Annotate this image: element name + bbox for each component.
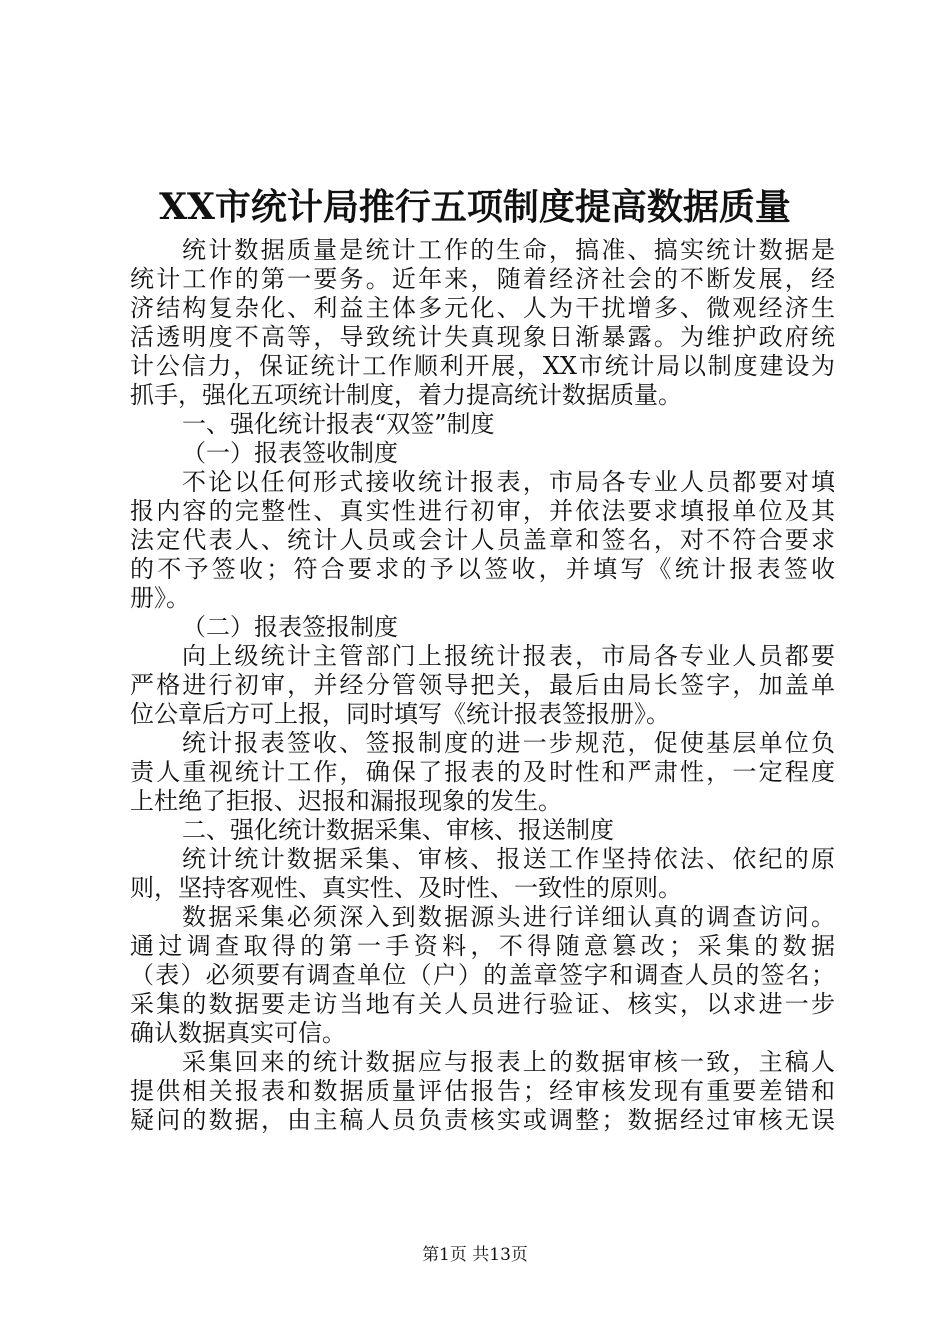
text-line: 一、强化统计报表“双签”制度 xyxy=(182,410,495,438)
text-line: 二、强化统计数据采集、审核、报送制度 xyxy=(182,816,614,844)
text-line: 活透明度不高等，导致统计失真现象日渐暴露。为维护政府统 xyxy=(130,323,835,351)
text-line: 确认数据真实可信。 xyxy=(130,1019,346,1047)
text-line: 统计报表签收、签报制度的进一步规范，促使基层单位负 xyxy=(182,729,835,757)
text-line: 册》。 xyxy=(130,584,190,612)
text-line: 位公章后方可上报，同时填写《统计报表签报册》。 xyxy=(130,700,670,728)
text-line: 济结构复杂化、利益主体多元化、人为干扰增多、微观经济生 xyxy=(130,294,835,322)
text-line: 通过调查取得的第一手资料，不得随意篡改；采集的数据 xyxy=(130,932,835,960)
text-line: 则，坚持客观性、真实性、及时性、一致性的原则。 xyxy=(130,874,682,902)
text-line: 疑问的数据，由主稿人员负责核实或调整；数据经过审核无误 xyxy=(130,1106,835,1134)
text-line: 计公信力，保证统计工作顺利开展，XX市统计局以制度建设为 xyxy=(130,352,835,380)
text-line: （一）报表签收制度 xyxy=(182,439,398,467)
page-footer: 第1页 共13页 xyxy=(422,1245,528,1265)
text-line: 的不予签收；符合要求的予以签收，并填写《统计报表签收 xyxy=(130,555,835,583)
text-line: （二）报表签报制度 xyxy=(182,613,398,641)
text-line: 上杜绝了拒报、迟报和漏报现象的发生。 xyxy=(130,787,562,815)
text-line: 统计工作的第一要务。近年来，随着经济社会的不断发展，经 xyxy=(130,265,835,293)
document-title: XX市统计局推行五项制度提高数据质量 xyxy=(159,186,791,228)
text-line: 报内容的完整性、真实性进行初审，并依法要求填报单位及其 xyxy=(130,497,835,525)
text-line: 不论以任何形式接收统计报表，市局各专业人员都要对填 xyxy=(182,468,835,496)
text-line: 采集的数据要走访当地有关人员进行验证、核实，以求进一步 xyxy=(130,990,835,1018)
text-line: 严格进行初审，并经分管领导把关，最后由局长签字，加盖单 xyxy=(130,671,835,699)
document-body xyxy=(130,236,835,1135)
text-line: 向上级统计主管部门上报统计报表，市局各专业人员都要 xyxy=(182,642,835,670)
text-line: （表）必须要有调查单位（户）的盖章签字和调查人员的签名； xyxy=(130,961,835,989)
text-line: 法定代表人、统计人员或会计人员盖章和签名，对不符合要求 xyxy=(130,526,835,554)
text-line: 统计数据质量是统计工作的生命，搞准、搞实统计数据是 xyxy=(182,236,835,264)
text-line: 采集回来的统计数据应与报表上的数据审核一致，主稿人 xyxy=(182,1048,835,1076)
text-line: 责人重视统计工作，确保了报表的及时性和严肃性，一定程度 xyxy=(130,758,835,786)
text-line: 数据采集必须深入到数据源头进行详细认真的调查访问。 xyxy=(182,903,835,931)
text-line: 统计统计数据采集、审核、报送工作坚持依法、依纪的原 xyxy=(182,845,835,873)
text-line: 抓手，强化五项统计制度，着力提高统计数据质量。 xyxy=(130,381,682,409)
text-line: 提供相关报表和数据质量评估报告；经审核发现有重要差错和 xyxy=(130,1077,835,1105)
